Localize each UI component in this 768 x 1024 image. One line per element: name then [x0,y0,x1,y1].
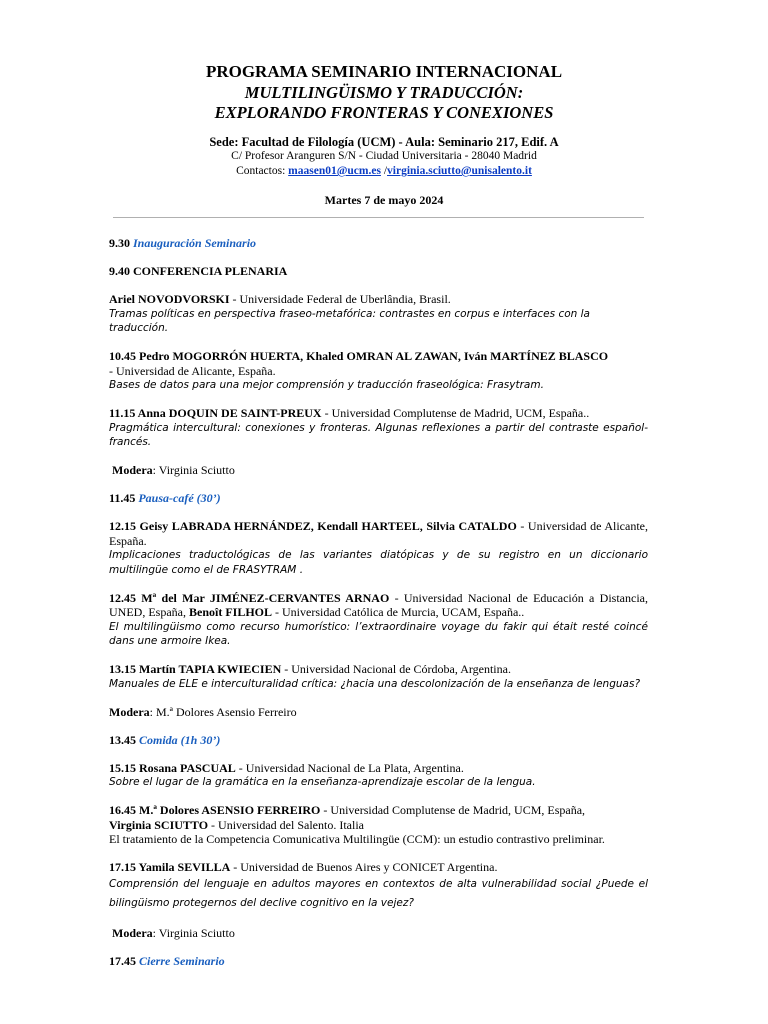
email-link-2[interactable]: virginia.sciutto@unisalento.it [387,165,532,177]
speaker-name-2: Benoît FILHOL [188,605,272,619]
program-item-closing [109,954,648,969]
program-item-1115 [109,406,648,450]
program-item-1045 [109,349,648,393]
affiliation: - Universidad Nacional de La Plata, Argentina. [235,760,464,775]
affiliation: - Universidad de Buenos Aires y CONICET Argentina. [230,860,498,874]
affiliation-2: - Universidad del Salento. Italia [208,817,364,832]
contacts-label: Contactos: [236,165,286,177]
divider [113,217,644,218]
moderator-name: : Virginia Sciutto [152,463,235,477]
program-list [109,236,648,982]
moderator-3 [109,926,648,941]
affiliation: - Universidade Federal de Uberlândia, Brasil. [229,292,451,306]
contacts [0,164,768,178]
program-item-1645 [109,803,648,847]
program-item-lunch [109,733,648,748]
moderator-2 [109,705,648,720]
program-item-inauguration [109,236,648,251]
talk-title: Manuales de ELE e interculturalidad crítica: ¿hacia una descolonización de la enseñanza de lenguas? [109,677,641,690]
speaker-names: 10.45 Pedro MOGORRÓN HUERTA, Khaled OMRAN AL ZAWAN, Iván MARTÍNEZ BLASCO [109,349,609,363]
program-title: PROGRAMA SEMINARIO INTERNACIONAL [205,62,563,81]
speaker-name: Ariel NOVODVORSKI [109,292,230,306]
affiliation: - Universidad Nacional de Córdoba, Argentina. [281,662,511,676]
talk-title: El tratamiento de la Competencia Comunicativa Multilingüe (CCM): un estudio contrastivo preliminar. [109,832,605,846]
item-time: 9.30 [109,236,130,250]
speaker-name-1: 12.45 Mª del Mar JIMÉNEZ-CERVANTES ARNAO [109,590,390,605]
address: C/ Profesor Aranguren S/N - Ciudad Universitaria - 28040 Madrid [231,150,537,162]
venue: Sede: Facultad de Filología (UCM) - Aula: Seminario 217, Edif. A [209,135,559,149]
item-time: 11.45 [109,491,136,505]
speaker-name: 13.15 Martín TAPIA KWIECIEN [109,662,282,676]
speaker-name-2: Virginia SCIUTTO [109,817,209,832]
item-time: 17.45 [109,954,136,968]
speaker-name: 17.15 Yamila SEVILLA [109,860,231,874]
program-item-1215 [109,519,648,577]
event-date: Martes 7 de mayo 2024 [324,193,444,207]
program-item-plenary-heading [109,264,648,279]
talk-title: Sobre el lugar de la gramática en la enseñanza-aprendizaje escolar de la lengua. [109,776,536,788]
item-label: Comida (1h 30’) [139,732,221,747]
affiliation: - Universidad Complutense de Madrid, UCM, España.. [321,406,590,420]
talk-title: El multilingüismo como recurso humorístico: l’extraordinaire voyage du fakir qui était resté coincé dans une armoire Ikea. [109,620,648,647]
program-item-1245 [109,591,648,649]
moderator-label: Modera [112,463,153,477]
talk-title: Bases de datos para una mejor comprensión y traducción fraseológica: Frasytram. [109,379,544,391]
talk-title: Comprensión del lenguaje en adultos mayores en contextos de alta vulnerabilidad social ¿Puede el bilingüismo protegernos del declive cognitivo en la vejez? [109,877,648,909]
affiliation-1: - Universidad Complutense de Madrid, UCM, España, [320,803,586,817]
item-label: Inauguración Seminario [133,236,257,250]
seminar-title-line2: EXPLORANDO FRONTERAS Y CONEXIONES [214,103,554,122]
email-link-1[interactable]: maasen01@ucm.es [288,165,381,177]
affiliation: - Universidad de Alicante, España. [109,519,648,548]
affiliation-2: - Universidad Católica de Murcia, UCAM, España.. [272,605,525,619]
item-label: Pausa-café (30’) [138,491,221,505]
talk-title: Implicaciones traductológicas de las variantes diatópicas y de su registro en un diccionario multilingüe como el de FRASYTRAM . [109,549,648,576]
moderator-1 [109,463,648,478]
item-time: 13.45 [109,732,136,747]
program-item-1715 [109,860,648,913]
item-label: Cierre Seminario [139,954,225,968]
affiliation-1: - Universidad Nacional de Educación a Distancia, UNED, España, [109,590,648,619]
affiliation: - Universidad de Alicante, España. [109,363,276,378]
talk-title: Tramas políticas en perspectiva fraseo-metafórica: contrastes en corpus e interfaces con la traducción. [109,307,590,334]
program-item-1315 [109,662,648,691]
program-item-1515 [109,761,648,790]
moderator-label: Modera [109,704,150,719]
email-separator: / [383,165,388,177]
moderator-name: : M.ª Dolores Asensio Ferreiro [149,704,297,719]
program-item-coffee-break [109,491,648,506]
speaker-name: 15.15 Rosana PASCUAL [109,760,236,775]
program-item-plenary [109,292,648,336]
seminar-title-line1: MULTILINGÜISMO Y TRADUCCIÓN: [244,83,524,102]
plenary-heading: 9.40 CONFERENCIA PLENARIA [109,264,288,278]
speaker-names: 12.15 Geisy LABRADA HERNÁNDEZ, Kendall HARTEEL, Silvia CATALDO [109,519,517,533]
talk-title: Pragmática intercultural: conexiones y fronteras. Algunas reflexiones a partir del contraste español-francés. [109,421,648,448]
moderator-name: : Virginia Sciutto [152,926,235,940]
speaker-name: 11.15 Anna DOQUIN DE SAINT-PREUX [109,406,322,420]
speaker-name-1: 16.45 M.ª Dolores ASENSIO FERREIRO [109,803,321,817]
moderator-label: Modera [112,926,153,940]
